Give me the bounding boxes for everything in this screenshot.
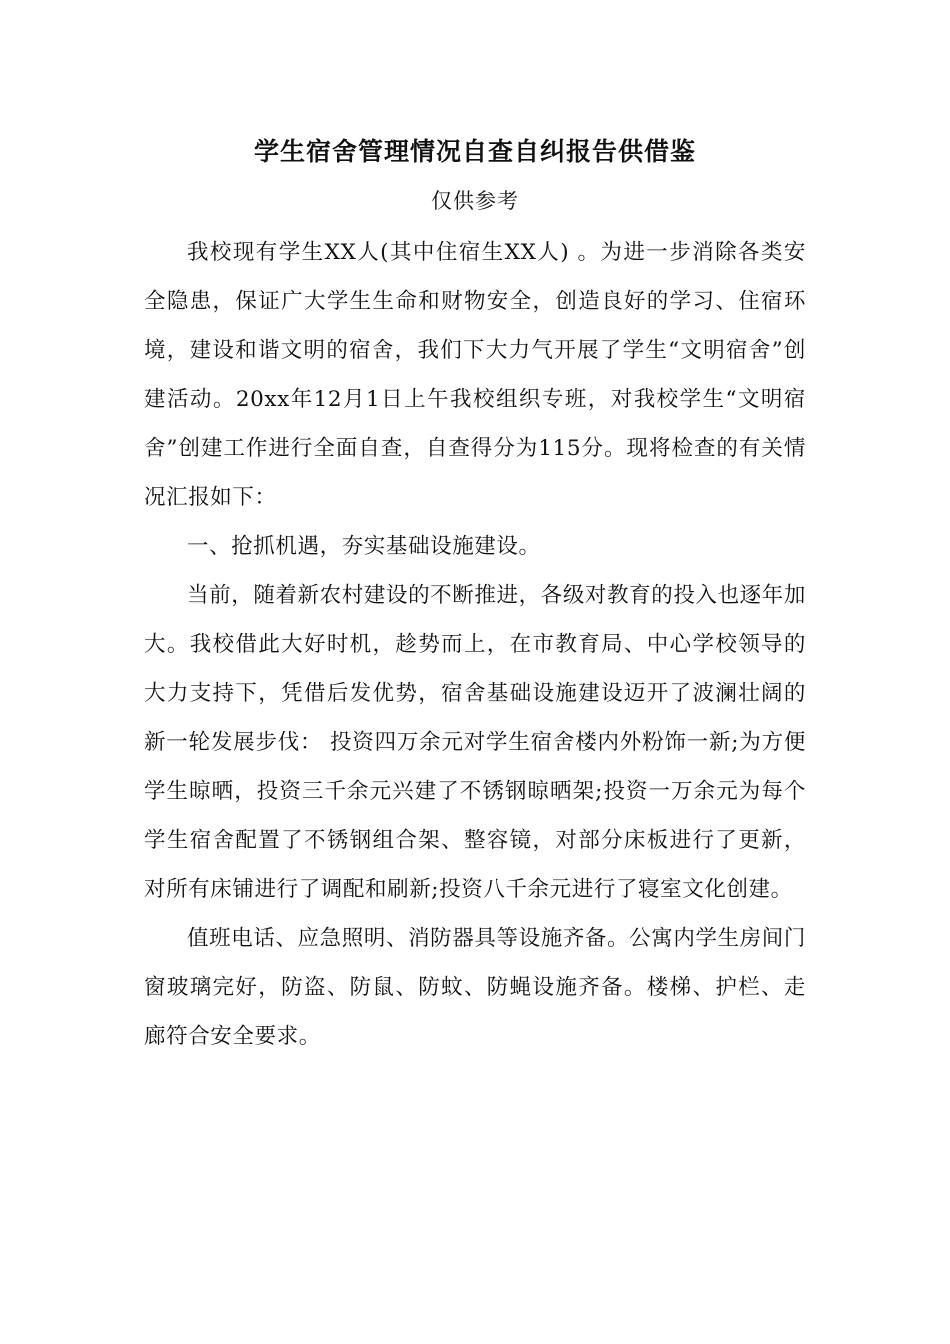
document-subtitle: 仅供参考: [431, 189, 519, 213]
document-body: [144, 228, 806, 1061]
infrastructure-paragraph: 当前，随着新农村建设的不断推进，各级对教育的投入也逐年加大。我校借此大好时机，趁势而上，在市教育局、中心学校领导的大力支持下，凭借后发优势，宿舍基础设施建设迈开了波澜壮阔的新一轮发展步伐： 投资四万余元对学生宿舍楼内外粉饰一新;为方便学生晾晒，投资三千余元兴建了不锈钢晾晒架;投资一万余元为每个学生宿舍配置了不锈钢组合架、整容镜，对部分床板进行了更新，对所有床铺进行了调配和刷新;投资八千余元进行了寝室文化创建。: [144, 583, 806, 902]
intro-paragraph: 我校现有学生XX人(其中住宿生XX人) 。为进一步消除各类安全隐患，保证广大学生生命和财物安全，创造良好的学习、住宿环境，建设和谐文明的宿舍，我们下大力气开展了学生“文明宿舍”创建活动。20xx年12月1日上午我校组织专班，对我校学生“文明宿舍”创建工作进行全面自查，自查得分为115分。现将检查的有关情况汇报如下：: [144, 240, 806, 510]
section-heading-1: 一、抢抓机遇，夯实基础设施建设。: [187, 534, 541, 559]
facilities-paragraph: 值班电话、应急照明、消防器具等设施齐备。公寓内学生房间门窗玻璃完好，防盗、防鼠、防蚊、防蝇设施齐备。楼梯、护栏、走廊符合安全要求。: [144, 926, 806, 1049]
document-title: 学生宿舍管理情况自查自纠报告供借鉴: [253, 137, 696, 166]
